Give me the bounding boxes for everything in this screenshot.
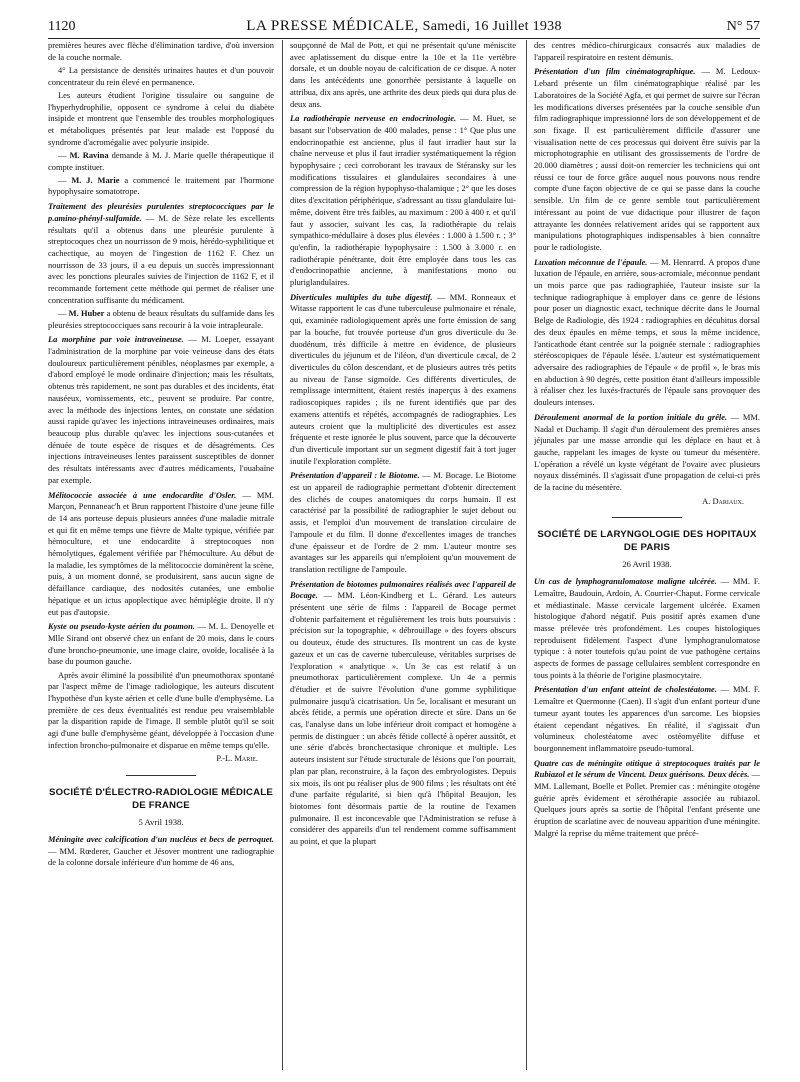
section-title: SOCIÉTÉ D'ÉLECTRO-RADIOLOGIE MÉDICALE DE FRANCE <box>49 787 273 812</box>
communication-text: rapportent l'histoire d'une jeune fille de 14 ans porteuse depuis plusieurs années d'une maladie mitrale et qui fit en même temps une fièvre de Malte typique, vérifiée par hémoculture, et une endocardite à streptocoques non hémolytiques, également vérifiée par l'hémoculture. Au début de la maladie, les symptômes de la mélitococcie dominèrent la scène, puis, à un moment donné, se produisirent, sans aucun signe de défaillance cardiaque, des nodosités cutanées, une embolie hépatique et un ictus apoplectique avec hémiplégie droite. Il n'y eut pas d'autopsie. <box>48 501 274 617</box>
paragraph: des centres médico-chirurgicaux consacrés aux maladies de l'appareil respiratoire en restent démunis. <box>534 40 760 62</box>
author-name: MM. Rœderer, Gaucher et Jésover <box>59 845 180 856</box>
section-date: 5 Avril 1938. <box>138 817 184 828</box>
column-rule <box>282 40 283 1070</box>
communication-text: Les auteurs présentent une série de films : l'appareil de Bocage permet d'obtenir parfaitement et régulièrement les trois buts poursuivis : précision sur la topographie, « débrouillage » des foyers obscurs ou douteux, étude des structures. Ils montrent un cas de kyste gazeux et un cas de caverne tuberculeuse, véritables surprises de l'exploration « analytique ». Un 3e cas est relatif à un pneumothorax particulièrement complexe. Un 4e a permis d'étudier et de suivre l'évolution d'une gomme syphilitique pulmonaire jusqu'à cicatrisation. Un 5e, localisant et mesurant un abcès fétide, a permis une opération directe et sûre. Dans un 6e cas, l'analyse dans un lobe inférieur droit compact et homogène a permis de distinguer : un abcès fétide collecté à opérer aussitôt, et une série d'abcès bronchectasique chronique et multiple. Les auteurs insistent sur l'étude structurale de lésions que l'on pourrait, plan par plan, reconstruire, à la façon des embryologistes. Depuis six mois, ils ont pu réaliser plus de 900 films ; les résultats ont été d'une parfaite régularité, si bien qu'à l'hôpital Beaujon, les biotomes font désormais partie de la routine de l'examen pulmonaire. Il est inconcevable que l'Administration se refuse à considérer des appareils d'un tel rendement comme suffisamment au point, et que la plupart <box>290 590 516 847</box>
communication-title: Présentation d'appareil : le Biotome. <box>290 470 420 481</box>
communication: Luxation méconnue de l'épaule. — M. Henrarrd. A propos d'une luxation de l'épaule, en arrière, sous-acromiale, méconnue pendant un mois parce que pas radiographiée, l'auteur insiste sur la technique radiographique à employer dans ce genre de lésions pour poser un diagnostic exact, technique décrite dans le Journal Belge de Radiologie, dès 1924 : radiographies en décubitus dorsal des deux épaules en même temps, et sous la même incidence, l'anticathode étant centrée sur la poignée sternale : radiographies stéréoscopiques de l'épaule lésée. L'auteur est systématiquement adversaire des radiographies de l'épaule « de profil », le bras mis en abduction à 90 degrés, cette position étant d'ailleurs impossible à réaliser chez les luxés-fracturés de l'épaule sans provoquer des douleurs intenses. <box>534 256 760 408</box>
paragraph: soupçonné de Mal de Pott, et qui ne présentait qu'une méniscite avec aplatissement du disque entre la 10e et la 11e vertèbre dorsale, et un double noyau de calcification de ce disque. A noter dans les antécédents une gonorrhée persistante à laquelle on attribua, dix ans après, une arthrite des deux pieds qui dura plus de deux ans. <box>290 40 516 109</box>
author-name: MM. F. Lemaître et Quermonne <box>534 684 760 707</box>
author-name: M. J. Marie <box>71 174 120 185</box>
paragraph: 4° La persistance de densités urinaires hautes et d'un pouvoir concentrateur du rein élevé en permanence. <box>48 64 274 87</box>
communication-text: montrent une radiographie de la colonne dorsale inférieure d'un homme de 46 ans, <box>48 845 274 868</box>
author-name: M. de Sèze <box>158 212 200 223</box>
author-name: M. L. Denoyelle et Mlle Sirand <box>48 621 274 643</box>
article-columns <box>48 40 764 1070</box>
paragraph: Les auteurs étudient l'origine tissulaire ou sanguine de l'hyperhydrophilie, opposent ce syndrome à celui du diabète insipide et montrent que l'ensemble des troubles morphologiques et métaboliques présentés par leur malade est l'opposé du syndrome d'acromégalie avec polyurie insipide. <box>48 89 274 147</box>
page-header <box>48 18 760 39</box>
paragraph-text: a obtenu de beaux résultats du sulfamide dans les pleurésies streptococciques sans recourir à la voie intrapleurale. <box>48 307 274 330</box>
section-divider <box>612 517 682 518</box>
author-name: M. Ravina <box>69 149 109 160</box>
communication-text: rapportent le cas d'une tuberculeuse pulmonaire et rénale, qui, examinée radiologiquement après une forte émission de sang par la bouche, fut trouvée porteuse d'un gros diverticule du 3e duodénum, très difficile à mettre en évidence, de plusieurs diverticules du jéjunum et de l'iléon, d'un diverticule cæcal, de 2 diverticules du côlon descendant, et de plusieurs autres très petits au niveau de l'anse sigmoïde. Ces différents diverticules, de remplissage intermittent, étaient restés inaperçus à des examens radioscopiques rapides ; ils ne furent identifiés que par des examens attentifs et répétés, accompagnés de radiographies. Les auteurs croient que la multiplicité des diverticules est assez fréquente et reste ignorée le plus souvent, parce que la découverte d'un diverticule important sur un segment digestif fait à tort juger inutile l'exploration complète. <box>290 303 516 466</box>
communication: Diverticules multiples du tube digestif. — MM. Ronneaux et Witasse rapportent le cas d'une tuberculeuse pulmonaire et rénale, qui, examinée radiologiquement après une forte émission de sang par la bouche, fut trouvée porteuse d'un gros diverticule du 3e duodénum, très difficile à mettre en évidence, de plusieurs diverticules du jéjunum et de l'iléon, d'un diverticule cæcal, de 2 diverticules du côlon descendant, et de plusieurs autres très petits au niveau de l'anse sigmoïde. Ces différents diverticules, de remplissage intermittent, étaient restés inaperçus à des examens radioscopiques rapides ; ils ne furent identifiés que par des examens attentifs et répétés, accompagnés de radiographies. Les auteurs croient que la multiplicité des diverticules est assez fréquente et reste ignorée le plus souvent, parce que la découverte d'un diverticule important sur un segment digestif fait à tort juger inutile l'exploration complète. <box>290 291 516 466</box>
issue-date: Samedi, 16 Juillet 1938 <box>422 19 562 34</box>
communication: La radiothérapie nerveuse en endocrinologie. — M. Huet, se basant sur l'observation de 400 malades, pense : 1° Que plus une endocrinopathie est ancienne, plus il faut irradier haut sur la chaîne nerveuse et plus il faut irradier systématiquement la région hypophysaire ; ceci corroborant les travaux de Stéransky sur les modifications tissulaires et glandulaires secondaires à une compression de la région hypophyso-thalamique ; 2° que les doses dites d'excitation périphérique, s'adressant au tissu glandulaire lui-même, doivent être très faibles, au maximum : 200 à 400 r. et qu'il faut y associer, suivant les cas, la radiothérapie du relais sympathico-médullaire à doses plus élevées : 1.000 à 1.500 r. ; 3° qu'enfin, la radiothérapie hypophysaire : 1.500 à 3.000 r. en radiothérapie pénétrante, doit être employée dans tous les cas d'endocrinopathie ancienne, à manifestations mono ou pluriglandulaires. <box>290 113 516 288</box>
communication-text: essayant l'administration de la morphine par voie veineuse dans des états douloureux particulièrement pénibles, néoplasmes par exemple, a d'abord employé le mode ordinaire d'injection; mais les résultats, obtenus très rapidement, ne sont pas durables et des incidents, état nauséeux, vomissements, etc., peuvent se produire. Par contre, avec la méthode des injections lentes, on constate une sédation aussi rapide qu'avec les injections intraveineuses ordinaires, mais beaucoup plus durable qu'avec les injections sous-cutanées et dénuée de toute espèce de risques et de désagréments. Ces injections intraveineuses lentes paraissent susceptibles de donner des résultats intéressants avec d'autres médicaments, l'ouabaïne par exemple. <box>48 334 274 485</box>
communication-text: se basant sur l'observation de 400 malades, pense : 1° Que plus une endocrinopathie est ancienne, plus il faut irradier haut sur la chaîne nerveuse et plus il faut irradier systématiquement la région hypophysaire ; ceci corroborant les travaux de Stéransky sur les modifications tissulaires et glandulaires secondaires à une compression de la région hypophyso-thalamique ; 2° que les doses dites d'excitation périphérique, s'adressant au tissu glandulaire lui-même, doivent être très faibles, au maximum : 200 à 400 r. et qu'il faut y associer, suivant les cas, la radiothérapie du relais sympathico-médullaire à doses plus élevées : 1.000 à 1.500 r. ; 3° qu'enfin, la radiothérapie hypophysaire : 1.500 à 3.000 r. en radiothérapie pénétrante, doit être employée dans tous les cas d'endocrinopathie ancienne, à manifestations mono ou pluriglandulaires. <box>290 113 516 288</box>
communication: Présentation de biotomes pulmonaires réalisés avec l'appareil de Bocage. — MM. Léon-Kindberg et L. Gérard. Les auteurs présentent une série de films : l'appareil de Bocage permet d'obtenir parfaitement et régulièrement les trois buts poursuivis : précision sur la topographie, « débrouillage » des foyers obscurs ou douteux, étude des structures. Ils montrent un cas de kyste gazeux et un cas de caverne tuberculeuse, véritables surprises de l'exploration « analytique ». Un 3e cas est relatif à un pneumothorax particulièrement complexe. Un 4e a permis d'étudier et de suivre l'évolution d'une gomme syphilitique pulmonaire jusqu'à cicatrisation. Un 5e, localisant et mesurant un abcès fétide, a permis une opération directe et sûre. Dans un 6e cas, l'analyse dans un lobe inférieur droit compact et homogène a permis de distinguer : un abcès fétide collecté à opérer aussitôt, et une série d'abcès bronchectasique chronique et multiple. Les auteurs insistent sur l'étude structurale de lésions que l'on pourrait, plan par plan, reconstruire, à la façon des embryologistes. Depuis six mois, ils ont pu réaliser plus de 900 films ; les résultats ont été d'une parfaite régularité, si bien qu'à l'hôpital Beaujon, les biotomes font désormais partie de la routine de l'examen pulmonaire. Il est inconcevable que l'Administration se refuse à considérer des appareils d'un tel rendement comme suffisamment au point, et que la plupart <box>290 578 516 847</box>
communication: Présentation d'un film cinématographique. — M. Ledoux-Lebard présente un film cinématographique réalisé par les Laboratoires de la Société Agfa, et qui permet de suivre sur l'écran les modifications diverses présentées par la couche sensible d'un film radiographique impressionné lors de son développement et de son fixage. Il est particulièrement difficile d'assurer une visualisation nette de ces processus qui doivent être suivis par la microphotographie en utilisant des grossissements de l'ordre de 20.000 diamètres ; aussi doit-on remercier les techniciens qui ont réussi ce tour de force grâce auquel nous pouvons nous rendre compte d'une façon objective de ce qui se passe dans la couche sensible. Un film de ce genre semble tout particulièrement intéressant au point de vue didactique pour illustrer de façon attrayante les données relativement arides qui se rapportent aux manipulations photographiques indispensables à bien connaître pour le radiologiste. <box>534 66 760 252</box>
author-name: M. Ledoux-Lebard <box>534 66 760 89</box>
author-name: M. Huber <box>68 307 105 318</box>
author-name: M. Loeper, <box>201 334 241 345</box>
communication-text: Le Biotome est un appareil de radiographie permettant d'obtenir directement des clichés de coupes anatomiques du corps humain. Il est caractérisé par la possibilité de radiographier le sujet debout ou assis, et l'emploi d'un mouvement de translation circulaire de l'ampoule et du film. Il donne d'excellentes images de tranches d'une épaisseur et de l'ordre de 2 mm. L'auteur montre ses avantages sur les appareils qui n'emploient qu'un mouvement de translation rectiligne de l'ampoule. <box>290 470 516 574</box>
communication: La morphine par voie intraveineuse. — M. Loeper, essayant l'administration de la morphine par voie veineuse dans des états douloureux particulièrement pénibles, néoplasmes par exemple, a d'abord employé le mode ordinaire d'injection; mais les résultats, obtenus très rapidement, ne sont pas durables et des incidents, état nauséeux, vomissements, etc., peuvent se produire. Par contre, avec la méthode des injections lentes, on constate une sédation aussi rapide qu'avec les injections intraveineuses ordinaires, mais beaucoup plus durable qu'avec les injections sous-cutanées et dénuée de toute espèce de risques et de désagréments. Ces injections intraveineuses lentes paraissent susceptibles de donner des résultats intéressants avec d'autres médicaments, l'ouabaïne par exemple. <box>48 334 274 485</box>
communication-title: Traitement des pleurésies purulentes streptococciques par le p.amino-phényl-sulfamide. <box>48 201 274 223</box>
communication-text: Premier cas : méningite otogène guérie après évidement et sérothérapie associée au rubiazol. Quelques jours après sa sortie de l'hôpital l'enfant présente une éruption de scarlatine avec de nouveau apparition d'une méningite. Malgré la reprise du même traitement que précé- <box>534 781 760 838</box>
communication: Traitement des pleurésies purulentes streptococciques par le p.amino-phényl-sulfamide. — M. de Sèze relate les excellents résultats qu'il a obtenus dans une pleurésie purulente à streptocoques chez un nourrisson de 9 mois, hérédo-syphilitique et cachectique, au moyen de l'ingestion de 1162 F. Chez un nourrisson de 33 jours, il a eu depuis un succès impressionnant avec les ponctions pleurales suivies de l'injection de 1162 F, et il recommande fortement cette méthode qui permet de réaliser une concentration suffisante du médicament. <box>48 201 274 305</box>
running-title <box>108 18 700 35</box>
page-number: 1120 <box>48 19 76 34</box>
author-name: MM. Léon-Kindberg et L. Gérard. <box>337 590 469 601</box>
author-name: MM. Nadal et Duchamp. <box>534 411 760 434</box>
communication: Quatre cas de méningite otitique à streptocoques traités par le Rubiazol et le sérum de Vincent. Deux guérisons. Deux décès. — MM. Lallemant, Boelle et Pollet. Premier cas : méningite otogène guérie après évidement et sérothérapie associée au rubiazol. Quelques jours après sa sortie de l'hôpital l'enfant présente une éruption de scarlatine avec de nouveau apparition d'une méningite. Malgré la reprise du même traitement que précé- <box>534 757 760 838</box>
paragraph: Après avoir éliminé la possibilité d'un pneumothorax spontané par l'aspect même de l'image radiologique, les auteurs discutent l'hypothèse d'un kyste aérien et celle d'une bulle d'emphysème. La première de ces deux éventualités est rendue peu vraisemblable par la disparition rapide de l'image. Il semble plutôt qu'il se soit agi d'une bulle d'emphysème géant, développée à l'occasion d'une infection broncho-pulmonaire et disparue en même temps qu'elle. <box>48 669 274 750</box>
communication-title: Présentation de biotomes pulmonaires réalisés avec l'appareil de Bocage. <box>290 578 516 601</box>
paragraph: premières heures avec flèche d'élimination tardive, d'où inversion de la couche normale. <box>48 40 274 62</box>
communication: Déroulement anormal de la portion initiale du grêle. — MM. Nadal et Duchamp. Il s'agit d'un déroulement des premières anses jéjunales par une masse arrondie qui les déplace en haut et à gauche, rappelant les images de kyste ou tumeur du mésentère. L'opération a révélé un kyste végétant de l'ovaire avec plusieurs noyaux disséminés. Il s'agissait d'une propagation de celui-ci près de la racine du mésentère. <box>534 411 760 493</box>
communication-text: Forme cervicale et médiastinale. Masse cervicale largement ulcérée. Examen histologique d'abord négatif. Puis positif après examen d'une masse prélevée très profondément. Les coupes histologiques reproduisent fidèlement l'aspect d'une lymphogranulomatose typique : à noter toutefois qu'au point de vue pathogène certains aspects de formes de passage cellulaires semblent correspondre en tous points à la théorie de l'origine plasmocytaire. <box>534 587 760 680</box>
communication-text: Il s'agit d'un déroulement des premières anses jéjunales par une masse arrondie qui les déplace en haut et à gauche, rappelant les images de kyste ou tumeur du mésentère. L'opération a révélé un kyste végétant de l'ovaire avec plusieurs noyaux disséminés. Il s'agissait d'une propagation de celui-ci près de la racine du mésentère. <box>534 423 760 493</box>
author-name: MM. Ronneaux et Witasse <box>290 291 516 314</box>
column-1 <box>48 40 274 1070</box>
communication-title: Déroulement anormal de la portion initiale du grêle. <box>534 411 728 422</box>
column-rule <box>526 40 527 1070</box>
paragraph: — M. Ravina demande à M. J. Marie quelle thérapeutique il compte instituer. <box>48 149 274 172</box>
author-name: M. Henrarrd. <box>661 256 706 267</box>
author-name: M. Bocage. <box>433 470 473 481</box>
communication-title: Kyste ou pseudo-kyste aérien du poumon. <box>48 621 195 632</box>
communication-title: Mélitococcie associée à une endocardite d'Osler. <box>48 489 237 500</box>
paragraph-text: a commencé le traitement par l'hormone hypophysaire somatotrope. <box>48 174 274 197</box>
author-name: M. Huet, <box>472 113 505 124</box>
issue-number: N° 57 <box>726 19 760 34</box>
section-divider <box>126 775 196 776</box>
paragraph: — M. Huber a obtenu de beaux résultats du sulfamide dans les pleurésies streptococciques sans recourir à la voie intrapleurale. <box>48 307 274 330</box>
communication: Un cas de lymphogranulomatose maligne ulcérée. — MM. F. Lemaître, Baudouin, Ardoin, A. Courrier-Chaput. Forme cervicale et médiastinale. Masse cervicale largement ulcérée. Examen histologique d'abord négatif. Puis positif après examen d'une masse prélevée très profondément. Les coupes histologiques reproduisent fidèlement l'aspect d'une lymphogranulomatose typique : à noter toutefois qu'au point de vue pathogène certains aspects de formes de passage cellulaires semblent correspondre en tous points à la théorie de l'origine plasmocytaire. <box>534 576 760 680</box>
communication-title: Quatre cas de méningite otitique à streptocoques traités par le Rubiazol et le sérum de Vincent. Deux guérisons. Deux décès. <box>534 757 760 780</box>
communication-text: présente un film cinématographique réalisé par les Laboratoires de la Société Agfa, et qui permet de suivre sur l'écran les modifications diverses présentées par la couche sensible d'un film radiographique impressionné lors de son développement et de son fixage. Il est particulièrement difficile d'assurer une visualisation nette de ces processus qui doivent être suivis par la microphotographie en utilisant des grossissements de l'ordre de 20.000 diamètres ; aussi doit-on remercier les techniciens qui ont réussi ce tour de force grâce auquel nous pouvons nous rendre compte d'une façon objective de ce qui se passe dans la couche sensible. Un film de ce genre semble tout particulièrement intéressant au point de vue didactique pour illustrer de façon attrayante les données relativement arides qui se rapportent aux manipulations photographiques indispensables à bien connaître pour le radiologiste. <box>534 78 760 252</box>
communication: Méningite avec calcification d'un nucléus et becs de perroquet. — MM. Rœderer, Gaucher et Jésover montrent une radiographie de la colonne dorsale inférieure d'un homme de 46 ans, <box>48 833 274 868</box>
signature: P.-L. Marie. <box>216 753 258 764</box>
communication-text: relate les excellents résultats qu'il a obtenus dans une pleurésie purulente à streptocoques chez un nourrisson de 9 mois, hérédo-syphilitique et cachectique, au moyen de l'ingestion de 1162 F. Chez un nourrisson de 33 jours, il a eu depuis un succès impressionnant avec les ponctions pleurales suivies de l'injection de 1162 F, et il recommande fortement cette méthode qui permet de réaliser une concentration suffisante du médicament. <box>48 212 274 305</box>
paragraph-text: demande à M. J. Marie quelle thérapeutique il compte instituer. <box>48 149 274 172</box>
author-name: MM. F. Lemaître, Baudouin, Ardoin, A. Courrier-Chaput. <box>534 576 760 598</box>
communication-title: Méningite avec calcification d'un nucléus et becs de perroquet. <box>48 833 274 844</box>
communication: Présentation d'un enfant atteint de cholestéatome. — MM. F. Lemaître et Quermonne (Caen). Il s'agit d'un enfant porteur d'une tumeur ayant toutes les apparences d'un sarcome. Les biopsies étaient cependant négatives. En réalité, il s'agissait d'un volumineux cholestéatome avec ostéomyélite diffuse et bourgonnement inflammatoire pseudo-tumoral. <box>534 684 760 753</box>
communication-title: La morphine par voie intraveineuse. <box>48 334 184 345</box>
author-name: MM. Marçon, Pennaneac'h et Brun <box>48 489 274 512</box>
communication: Kyste ou pseudo-kyste aérien du poumon. — M. L. Denoyelle et Mlle Sirand ont observé chez un enfant de 20 mois, dans le cours d'une broncho-pneumonie, une image claire, ovoïde, localisée à la base du poumon gauche. <box>48 621 274 667</box>
communication-title: Luxation méconnue de l'épaule. <box>534 256 648 267</box>
communication-title: Un cas de lymphogranulomatose maligne ulcérée. <box>534 576 717 587</box>
communication-text: (Caen). Il s'agit d'un enfant porteur d'une tumeur ayant toutes les apparences d'un sarcome. Les biopsies étaient cependant négatives. En réalité, il s'agissait d'un volumineux cholestéatome avec ostéomyélite diffuse et bourgonnement inflammatoire pseudo-tumoral. <box>534 696 760 753</box>
communication: Présentation d'appareil : le Biotome. — M. Bocage. Le Biotome est un appareil de radiographie permettant d'obtenir directement des clichés de coupes anatomiques du corps humain. Il est caractérisé par la possibilité de radiographier le sujet debout ou assis, et l'emploi d'un mouvement de translation circulaire de l'ampoule et du film. Il donne d'excellentes images de tranches d'une épaisseur et de l'ordre de 2 mm. L'auteur montre ses avantages sur les appareils qui n'emploient qu'un mouvement de translation rectiligne de l'ampoule. <box>290 470 516 574</box>
communication-title: Diverticules multiples du tube digestif. <box>290 291 433 302</box>
communication-title: La radiothérapie nerveuse en endocrinologie. <box>290 113 457 124</box>
communication: Mélitococcie associée à une endocardite d'Osler. — MM. Marçon, Pennaneac'h et Brun rapportent l'histoire d'une jeune fille de 14 ans porteuse depuis plusieurs années d'une maladie mitrale et qui fit en même temps une fièvre de Malte typique, vérifiée par hémoculture, et une endocardite à streptocoques non hémolytiques, également vérifiée par l'hémoculture. Au début de la maladie, les symptômes de la mélitococcie dominèrent la scène, puis, à un moment donné, se produisirent, sans aucun signe de défaillance cardiaque, des nodosités cutanées, une embolie hépatique et un ictus apoplectique avec hémiplégie droite. Il n'y eut pas d'autopsie. <box>48 489 274 617</box>
communication-text: ont observé chez un enfant de 20 mois, dans le cours d'une broncho-pneumonie, une image claire, ovoïde, localisée à la base du poumon gauche. <box>48 632 274 667</box>
author-name: MM. Lallemant, Boelle et Pollet. <box>534 781 648 792</box>
signature: A. Dariaux. <box>702 495 744 506</box>
communication-text: A propos d'une luxation de l'épaule, en arrière, sous-acromiale, méconnue pendant un mois parce que pas radiographiée, l'auteur insiste sur la technique radiographique à employer dans ce genre de lésions pour poser un diagnostic exact, technique décrite dans le Journal Belge de Radiologie, dès 1924 : radiographies en décubitus dorsal des deux épaules en même temps, et sous la même incidence, l'anticathode étant centrée sur la poignée sternale : radiographies stéréoscopiques de l'épaule lésée. L'auteur est systématiquement adversaire des radiographies de l'épaule « de profil », le bras mis en abduction à 90 degrés, cette position étant d'ailleurs impossible à réaliser chez les luxés-fracturés de l'épaule sans provoquer des douleurs intenses. <box>534 256 760 408</box>
communication-title: Présentation d'un enfant atteint de cholestéatome. <box>534 684 717 695</box>
column-3 <box>534 40 760 1070</box>
communication-title: Présentation d'un film cinématographique. <box>534 66 696 77</box>
journal-name: LA PRESSE MÉDICALE, <box>246 18 419 34</box>
section-title: SOCIÉTÉ DE LARYNGOLOGIE DES HOPITAUX DE PARIS <box>537 529 757 554</box>
paragraph: — M. J. Marie a commencé le traitement par l'hormone hypophysaire somatotrope. <box>48 174 274 197</box>
section-date: 26 Avril 1938. <box>622 559 672 570</box>
column-2 <box>290 40 516 1070</box>
